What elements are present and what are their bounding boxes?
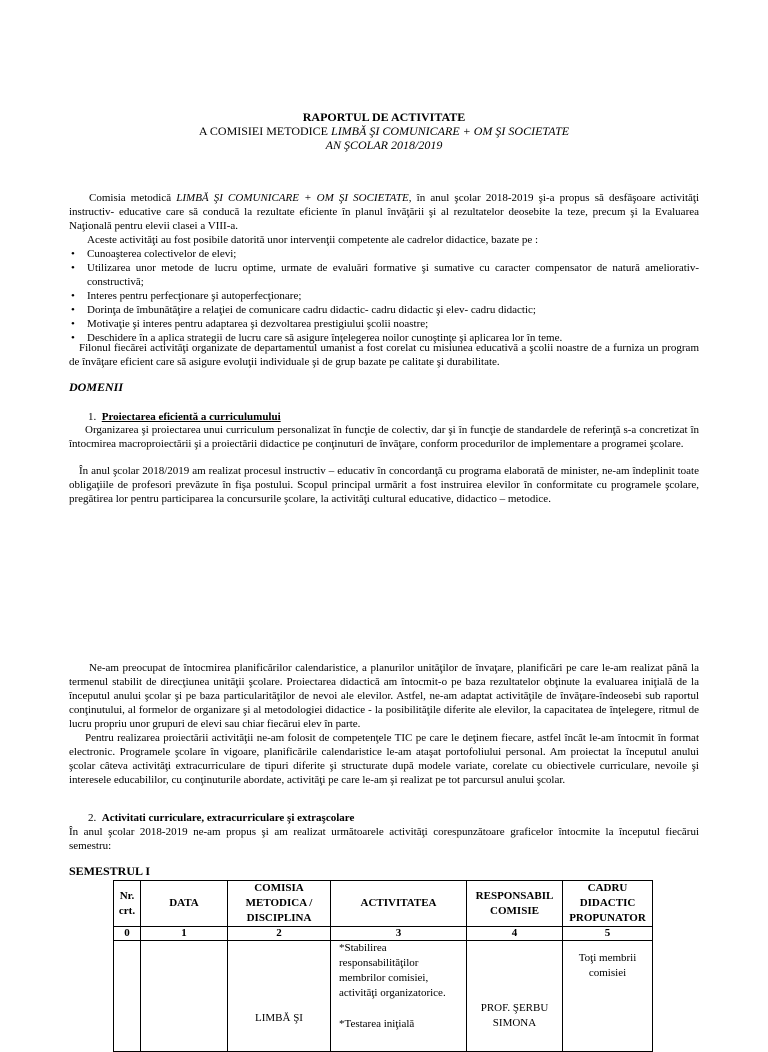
- cell-activitatea-1: *Stabilirea responsabilităţilor membrilor comisiei, activităţi organizatorice.: [339, 942, 446, 999]
- intro-p1-start: Comisia metodică: [89, 192, 177, 204]
- section-2-number: 2.: [88, 812, 97, 824]
- table-cell: 2: [228, 927, 331, 941]
- cell-cadru: Toţi membrii comisiei: [578, 952, 637, 979]
- domenii-heading: DOMENII: [69, 380, 124, 394]
- intro-paragraph-3: Filonul fiecărei activităţi organizate de departamentul umanist a fost corelat cu misiunea educativă a şcolii noastre de a furniza un program de învăţare eficient care să asigure evoluţii individuale şi de grup bazate pe calitate şi durabilitate.: [69, 342, 699, 368]
- section-1-paragraph-4: Pentru realizarea proiectării activităţii ne-am folosit de competenţele TIC pe care le deţinem fiecare, astfel încât le-am întocmit în format electronic. Programele şcolare în vigoare, planificările calendaristice le-am ataşat portofoliului personal. Am proiectat la începutul anului şcolar câteva activităţi extracurriculare de tipuri diferite şi structurate după modele variate, corelate cu obiectivele curriculare, nevoile şi interesele educabililor, cu conţinuturile abordate, activităţi pe care le-am şi realizat pe tot parcursul anului şcolar.: [69, 732, 699, 786]
- table-cell: 0: [114, 927, 141, 941]
- section-1-number: 1.: [88, 411, 97, 423]
- header-cadru: CADRU DIDACTIC PROPUNATOR: [563, 881, 653, 927]
- table-cell: [331, 941, 467, 1052]
- semester-heading: SEMESTRUL I: [69, 864, 151, 878]
- intro-paragraph-2: Aceste activităţi au fost posibile datorită unor intervenţii competente ale cadrelor didactice, bazate pe :: [87, 234, 539, 246]
- table-cell: [467, 941, 563, 1052]
- cell-activitatea-2: *Testarea iniţială: [339, 1018, 415, 1030]
- list-item: • Dorinţa de îmbunătăţire a relaţiei de comunicare cadru didactic- cadru didactic şi elev- cadru didactic;: [69, 303, 699, 317]
- section-2-paragraph-1: În anul şcolar 2018-2019 ne-am propus şi am realizat următoarele activităţi corespunzătoare graficelor întocmite la începutul fiecărui semestru:: [69, 826, 699, 852]
- section-2-title: Activitati curriculare, extracurriculare şi extraşcolare: [101, 812, 355, 824]
- report-subtitle-prefix: A COMISIEI METODICE: [198, 124, 332, 138]
- report-subtitle-commission: LIMBĂ ŞI COMUNICARE + OM ŞI SOCIETATE: [331, 124, 570, 138]
- cell-comisia: LIMBĂ ŞI: [255, 1012, 303, 1024]
- header-data: DATA: [141, 881, 228, 927]
- table-cell: 5: [563, 927, 653, 941]
- table-number-row: [114, 927, 653, 941]
- intro-bullet-list: [69, 247, 699, 345]
- section-1-paragraph-1: Organizarea şi proiectarea unui curriculum personalizat în funcţie de colectiv, dar şi în funcţie de standardele de referinţă s-a concretizat în întocmirea macroproiectării şi a proiectării didactice pe conţinuturi de învăţare, conform procedurilor de implementare a programei şcolare.: [69, 424, 699, 450]
- cell-responsabil: PROF. ŞERBU SIMONA: [480, 1002, 549, 1029]
- list-item: • Deschidere în a aplica strategii de lucru care să asigure înţelegerea noilor cunoştinţe şi aplicarea lor în teme.: [69, 331, 699, 345]
- table-cell: [228, 941, 331, 1052]
- report-title: RAPORTUL DE ACTIVITATE: [302, 110, 466, 124]
- intro-p1-end: , în anul şcolar 2018-2019 şi-a propus să desfăşoare activităţi instructiv- educative care să conducă la rezultate eficiente în planul învăţării şi al rezultatelor deosebite la teze, precum şi la Evaluarea Naţională pentru elevii clasei a VIII-a.: [69, 192, 700, 232]
- section-1-paragraph-3: Ne-am preocupat de întocmirea planificărilor calendaristice, a planurilor unităţilor de învaţare, planificări pe care le-am realizat până la termenul stabilit de direcţiunea unităţii şcolare. Proiectarea didactică am întocmit-o pe baza rezultatelor obţinute la evaluarea iniţială de la începutul anului şcolar şi pe baza particularităţilor de nevoi ale elevilor. Astfel, ne-am adaptat activităţile de învăţare-îndeosebi sub raportul conţinutului, al formelor de organizare şi al metodologiei didactice - la posibilităţile diferite ale elevilor, la capacitatea de înţelegere, ritmul de lucru propriu unor grupuri de elevi sau chiar fiecărui elev în parte.: [69, 662, 699, 730]
- report-school-year: AN ŞCOLAR 2018/2019: [325, 138, 443, 152]
- section-1-title: Proiectarea eficientă a curriculumului: [101, 411, 281, 423]
- section-2-heading: [88, 811, 354, 825]
- table-cell: 4: [467, 927, 563, 941]
- header-responsabil: RESPONSABIL COMISIE: [467, 881, 563, 927]
- header-comisia: COMISIA METODICA / DISCIPLINA: [228, 881, 331, 927]
- table-cell: [563, 941, 653, 1052]
- intro-p1-commission: LIMBĂ ŞI COMUNICARE + OM ŞI SOCIETATE: [176, 192, 409, 204]
- table-row: [114, 941, 653, 1052]
- table-cell: [114, 941, 141, 1052]
- intro-paragraph-1: [69, 191, 699, 233]
- header-nr: Nr. crt.: [114, 881, 141, 927]
- section-1-paragraph-2: În anul şcolar 2018/2019 am realizat procesul instructiv – educativ în concordanţă cu programa elaborată de minister, ne-am îndeplinit toate obligaţiile de profesori prevăzute în fişa postului. Scopul principal urmărit a fost instruirea elevilor în conformitate cu programele şcolare, pregătirea lor pentru participarea la concursurile şcolare, la activităţi cultural educative, didactico – metodice.: [69, 465, 699, 505]
- table-cell: 3: [331, 927, 467, 941]
- report-subtitle: [0, 124, 768, 138]
- table-cell: 1: [141, 927, 228, 941]
- header-activitatea: ACTIVITATEA: [331, 881, 467, 927]
- table-header-row: [114, 881, 653, 927]
- list-item: • Motivaţie şi interes pentru adaptarea şi dezvoltarea prestigiului şcolii noastre;: [69, 317, 699, 331]
- list-item: • Interes pentru perfecţionare şi autoperfecţionare;: [69, 289, 699, 303]
- list-item: • Utilizarea unor metode de lucru optime, urmate de evaluări formative şi sumative cu caracter compensator de natură ameliorativ-constructivă;: [69, 261, 699, 289]
- section-1-heading: [88, 410, 281, 424]
- table-cell: [141, 941, 228, 1052]
- list-item: • Cunoaşterea colectivelor de elevi;: [69, 247, 699, 261]
- activities-table: [113, 880, 653, 1052]
